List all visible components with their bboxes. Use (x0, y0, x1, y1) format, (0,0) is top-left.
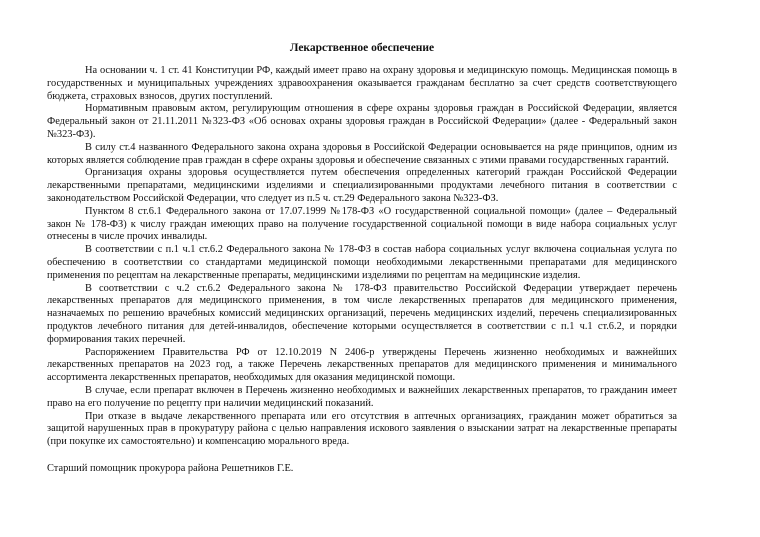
paragraph-8: Распоряжением Правительства РФ от 12.10.2019 N 2406-р утверждены Перечень жизненно необходимых и важнейших лекарственных препаратов на 2023 год, а также Перечень лекарственных препаратов для медицинского применения и минимального ассортимента лекарственных препаратов, необходимых для оказания медицинской помощи. (47, 346, 677, 384)
paragraph-1: На основании ч. 1 ст. 41 Конституции РФ, каждый имеет право на охрану здоровья и медицинскую помощь. Медицинская помощь в государственных и муниципальных учреждениях здравоохранения оказывается гражданам бесплатно за счет средств соответствующего бюджета, страховых взносов, других поступлений. (47, 65, 677, 102)
paragraph-2: Нормативным правовым актом, регулирующим отношения в сфере охраны здоровья граждан в Российской Федерации, является Федеральный закон от 21.11.2011 №323-ФЗ «Об основах охраны здоровья граждан в Российской Федерации» (далее - Федеральный закон №323-ФЗ). (47, 103, 677, 140)
paragraph-10: При отказе в выдаче лекарственного препарата или его отсутствия в аптечных организациях, гражданин может обратиться за защитой нарушенных прав в прокуратуру района с целью направления искового заявления о взыскании затрат на лекарственные препараты (при покупке их самостоятельно) и компенсацию морального вреда. (47, 410, 677, 448)
document-title: Лекарственное обеспечение (289, 42, 435, 54)
paragraph-3: В силу ст.4 названного Федерального закона охрана здоровья в Российской Федерации основывается на ряде принципов, одним из которых является соблюдение прав граждан в сфере охраны здоровья и обеспечение связанных с этими правами государственных гарантий. (47, 141, 677, 166)
paragraph-7: В соответствии с ч.2 ст.6.2 Федерального закона № 178-ФЗ правительство Российской Федерации утверждает перечень лекарственных препаратов для медицинского применения, в том числе лекарственных препаратов для медицинского применения, назначаемых по решению врачебных комиссий медицинских организаций, перечень медицинских изделий, перечень специализированных продуктов лечебного питания для детей-инвалидов, обеспечение которыми осуществляется в соответствии с п.1 ч.1 ст.6.2, и порядки формирования таких перечней. (47, 282, 677, 345)
paragraph-6: В соответствии с п.1 ч.1 ст.6.2 Федерального закона № 178-ФЗ в состав набора социальных услуг включена социальная услуга по обеспечению в соответствии со стандартами медицинской помощи необходимыми лекарственными препаратами для медицинского применения по рецептам на лекарственные препараты, медицинскими изделиями по рецептам на медицинские изделия. (47, 244, 677, 281)
signature-line: Старший помощник прокурора района Решетников Г.Е. (47, 462, 294, 474)
paragraph-9: В случае, если препарат включен в Перечень жизненно необходимых и важнейших лекарственных препаратов, то гражданин имеет право на его получение по рецепту при наличии медицинский показаний. (47, 384, 677, 409)
paragraph-4: Организация охраны здоровья осуществляется путем обеспечения определенных категорий граждан Российской Федерации лекарственными препаратами, медицинскими изделиями и специализированными продуктами лечебного питания в соответствии с законодательством Российской Федерации, что следует из п.5 ч. ст.29 Федерального закона №323-ФЗ. (47, 167, 677, 204)
document-body (47, 65, 677, 449)
paragraph-5: Пунктом 8 ст.6.1 Федерального закона от 17.07.1999 №178-ФЗ «О государственной социальной помощи» (далее – Федеральный закон № 178-ФЗ) к числу граждан имеющих право на получение государственной социальной помощи в виде набора социальных услуг отнесены в числе прочих инвалиды. (47, 205, 677, 243)
